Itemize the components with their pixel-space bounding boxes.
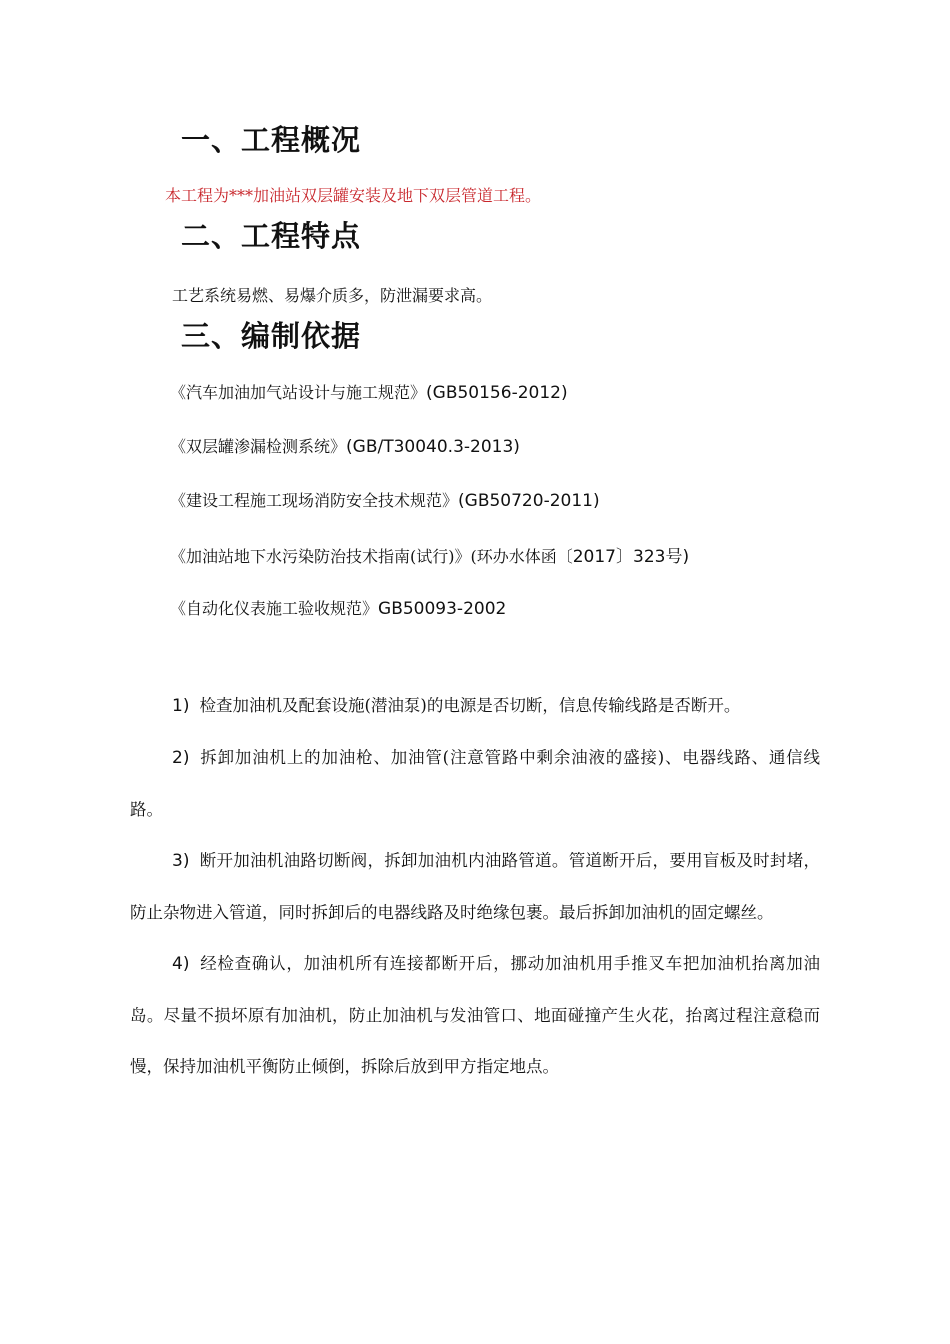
- reference-code: 2017〕323号): [572, 547, 690, 567]
- procedure-steps: [130, 680, 820, 1092]
- reference-title: 《自动化仪表施工验收规范》: [170, 599, 379, 618]
- procedure-step: [130, 835, 820, 938]
- step-text: 拆卸加油机上的加油枪、加油管(注意管路中剩余油液的盛接)、电器线路、通信线路。: [130, 748, 820, 819]
- step-number: 3): [172, 851, 190, 871]
- section-heading-basis: 三、编制依据: [181, 319, 362, 353]
- reference-item: [170, 542, 689, 596]
- procedure-step: [130, 680, 820, 732]
- reference-code: GB50093-2002: [378, 599, 507, 619]
- reference-code: (GB50720-2011): [458, 491, 600, 511]
- step-number: 2): [172, 748, 190, 768]
- reference-title: 《汽车加油加气站设计与施工规范》: [170, 383, 427, 402]
- reference-item: [170, 596, 689, 650]
- section-heading-features: 二、工程特点: [181, 219, 362, 253]
- reference-title: 《双层罐渗漏检测系统》: [170, 437, 347, 456]
- reference-code: (GB/T30040.3-2013): [346, 437, 520, 457]
- reference-item: [170, 488, 689, 542]
- reference-item: [170, 380, 689, 434]
- section-heading-overview: 一、工程概况: [181, 123, 362, 157]
- procedure-step: [130, 938, 820, 1092]
- reference-list: [170, 380, 689, 650]
- reference-code: (GB50156-2012): [426, 383, 568, 403]
- step-number: 4): [172, 954, 190, 974]
- procedure-step: [130, 732, 820, 835]
- reference-title: 《建设工程施工现场消防安全技术规范》: [170, 491, 459, 510]
- reference-title: 《加油站地下水污染防治技术指南(试行)》(环办水体函〔: [170, 547, 573, 566]
- reference-item: [170, 434, 689, 488]
- step-text: 经检查确认，加油机所有连接都断开后，挪动加油机用手推叉车把加油机抬离加油岛。尽量不损坏原有加油机，防止加油机与发油管口、地面碰撞产生火花，抬离过程注意稳而慢，保持加油机平衡防止倾倒，拆除后放到甲方指定地点。: [130, 954, 820, 1076]
- step-text: 断开加油机油路切断阀，拆卸加油机内油路管道。管道断开后，要用盲板及时封堵，防止杂物进入管道，同时拆卸后的电器线路及时绝缘包裹。最后拆卸加油机的固定螺丝。: [130, 851, 820, 922]
- step-number: 1): [172, 696, 190, 716]
- step-text: 检查加油机及配套设施(潜油泵)的电源是否切断，信息传输线路是否断开。: [199, 696, 741, 715]
- features-text: 工艺系统易燃、易爆介质多，防泄漏要求高。: [172, 286, 493, 305]
- overview-text: 本工程为***加油站双层罐安装及地下双层管道工程。: [165, 186, 542, 205]
